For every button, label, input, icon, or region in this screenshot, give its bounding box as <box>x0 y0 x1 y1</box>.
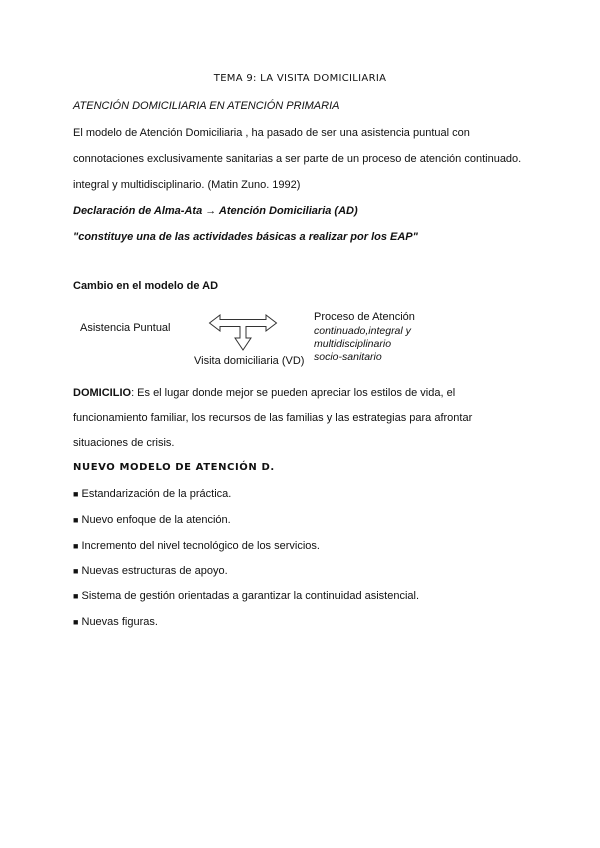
declaration-line: Declaración de Alma-Ata → Atención Domiciliaria (AD) <box>73 205 358 217</box>
bullet-square-icon: ■ <box>73 541 79 551</box>
diagram-right-title: Proceso de Atención <box>314 311 415 323</box>
t-arrow-icon <box>208 313 278 353</box>
domicilio-line-3: situaciones de crisis. <box>73 437 175 449</box>
list-item: ■ Nuevas estructuras de apoyo. <box>73 565 228 577</box>
diagram-right-line-3: socio-sanitario <box>314 351 382 363</box>
bullet-square-icon: ■ <box>73 489 79 499</box>
bullet-square-icon: ■ <box>73 515 79 525</box>
domicilio-line-2: funcionamiento familiar, los recursos de las familias y las estrategias para afrontar <box>73 412 473 424</box>
list-item: ■ Nuevo enfoque de la atención. <box>73 514 231 526</box>
bullet-square-icon: ■ <box>73 566 79 576</box>
list-item: ■ Sistema de gestión orientadas a garantizar la continuidad asistencial. <box>73 590 420 602</box>
list-item: ■ Estandarización de la práctica. <box>73 488 232 500</box>
list-item: ■ Incremento del nivel tecnológico de los servicios. <box>73 540 320 552</box>
page-title: TEMA 9: LA VISITA DOMICILIARIA <box>213 73 387 84</box>
quote-line: "constituye una de las actividades básicas a realizar por los EAP" <box>73 231 418 243</box>
bullet-square-icon: ■ <box>73 591 79 601</box>
change-heading: Cambio en el modelo de AD <box>73 280 219 292</box>
intro-line-3: integral y multidisciplinario. (Matin Zuno. 1992) <box>73 179 301 191</box>
new-model-heading: NUEVO MODELO DE ATENCIÓN D. <box>73 462 275 473</box>
bullet-square-icon: ■ <box>73 617 79 627</box>
diagram-bottom-label: Visita domiciliaria (VD) <box>194 355 305 367</box>
domicilio-line-1-text: : Es el lugar donde mejor se pueden apreciar los estilos de vida, el <box>131 387 456 399</box>
intro-line-2: connotaciones exclusivamente sanitarias a ser parte de un proceso de atención continuado. <box>73 153 522 165</box>
domicilio-label: DOMICILIO <box>73 387 132 399</box>
domicilio-line-1 <box>73 387 455 399</box>
diagram-left-label: Asistencia Puntual <box>80 322 171 334</box>
intro-line-1: El modelo de Atención Domiciliaria , ha pasado de ser una asistencia puntual con <box>73 127 470 139</box>
diagram-right-line-1: continuado,integral y <box>314 325 411 337</box>
section-subtitle: ATENCIÓN DOMICILIARIA EN ATENCIÓN PRIMARIA <box>73 100 340 112</box>
list-item: ■ Nuevas figuras. <box>73 616 158 628</box>
diagram-right-line-2: multidisciplinario <box>314 338 392 350</box>
